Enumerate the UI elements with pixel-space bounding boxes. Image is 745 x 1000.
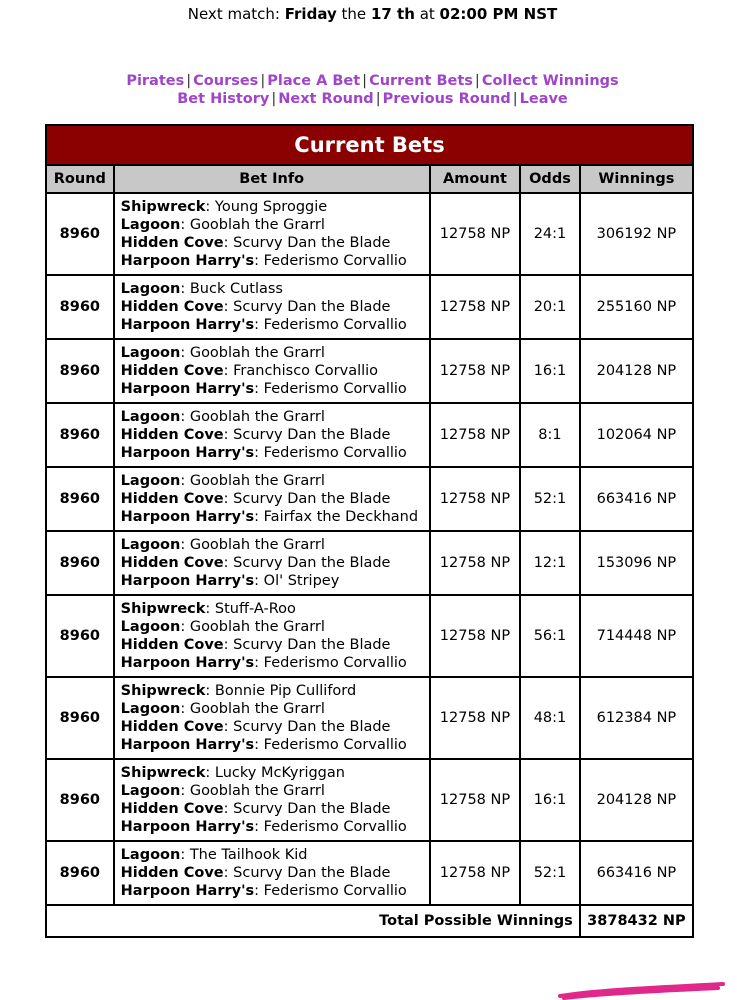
winnings-cell: 102064 NP: [580, 403, 693, 467]
winnings-cell: 153096 NP: [580, 531, 693, 595]
course-name: Lagoon: [120, 281, 181, 297]
course-separator: :: [180, 701, 190, 717]
nav-row-1: [0, 72, 745, 90]
bet-info-line: [121, 800, 423, 818]
course-separator: :: [180, 409, 190, 425]
pirate-name: Gooblah the Grarrl: [189, 783, 325, 799]
course-name: Lagoon: [120, 701, 181, 717]
table-row: [46, 531, 693, 595]
total-row: [46, 905, 693, 937]
course-name: Lagoon: [120, 409, 181, 425]
course-name: Lagoon: [120, 217, 181, 233]
table-row: [46, 339, 693, 403]
nav-separator: |: [186, 73, 192, 89]
course-separator: :: [223, 637, 234, 653]
bet-info-cell: [114, 403, 430, 467]
course-separator: :: [205, 199, 215, 215]
bet-info-cell: [114, 339, 430, 403]
course-separator: :: [205, 683, 215, 699]
pirate-name: Buck Cutlass: [189, 281, 283, 297]
course-separator: :: [254, 509, 264, 525]
pirate-name: Federismo Corvallio: [263, 737, 407, 753]
course-name: Shipwreck: [120, 683, 206, 699]
odds-cell: 20:1: [520, 275, 580, 339]
course-separator: :: [223, 801, 234, 817]
bet-info-line: [121, 718, 423, 736]
bet-info-cell: [114, 531, 430, 595]
next-match-line: [0, 5, 745, 23]
course-name: Hidden Cove: [120, 801, 224, 817]
bet-info-cell: [114, 193, 430, 275]
course-separator: :: [254, 883, 264, 899]
course-separator: :: [254, 317, 264, 333]
course-separator: :: [180, 281, 190, 297]
course-separator: :: [223, 299, 234, 315]
pirate-name: Scurvy Dan the Blade: [233, 299, 391, 315]
course-name: Harpoon Harry's: [120, 253, 255, 269]
bet-info-line: [121, 572, 423, 590]
pirate-name: Scurvy Dan the Blade: [233, 491, 391, 507]
course-name: Harpoon Harry's: [120, 445, 255, 461]
course-separator: :: [254, 819, 264, 835]
current-bets-table: [45, 124, 694, 938]
bet-info-line: [121, 426, 423, 444]
course-name: Hidden Cove: [120, 235, 224, 251]
course-name: Lagoon: [120, 345, 181, 361]
course-separator: :: [223, 363, 234, 379]
course-name: Harpoon Harry's: [120, 737, 255, 753]
bet-info-line: [121, 490, 423, 508]
course-name: Harpoon Harry's: [120, 509, 255, 525]
course-name: Lagoon: [120, 783, 181, 799]
bet-info-line: [121, 636, 423, 654]
pirate-name: Federismo Corvallio: [263, 445, 407, 461]
pirate-name: Federismo Corvallio: [263, 883, 407, 899]
column-header-bet-info: Bet Info: [114, 165, 430, 193]
table-row: [46, 677, 693, 759]
course-name: Lagoon: [120, 537, 181, 553]
course-separator: :: [180, 217, 190, 233]
pirate-name: Scurvy Dan the Blade: [233, 865, 391, 881]
course-name: Hidden Cove: [120, 427, 224, 443]
bet-info-line: [121, 846, 423, 864]
course-name: Harpoon Harry's: [120, 819, 255, 835]
round-cell: 8960: [46, 841, 114, 905]
pirate-name: Young Sproggie: [214, 199, 328, 215]
course-separator: :: [180, 345, 190, 361]
nav-link-place-a-bet[interactable]: Place A Bet: [267, 73, 361, 89]
bet-info-line: [121, 408, 423, 426]
pirate-name: Scurvy Dan the Blade: [233, 427, 391, 443]
course-name: Lagoon: [120, 473, 181, 489]
bet-info-line: [121, 252, 423, 270]
amount-cell: 12758 NP: [430, 275, 520, 339]
course-separator: :: [254, 253, 264, 269]
course-separator: :: [223, 491, 234, 507]
amount-cell: 12758 NP: [430, 339, 520, 403]
amount-cell: 12758 NP: [430, 841, 520, 905]
odds-cell: 48:1: [520, 677, 580, 759]
nav-separator: |: [362, 73, 368, 89]
bet-info-line: [121, 298, 423, 316]
course-name: Harpoon Harry's: [120, 317, 255, 333]
nav-link-next-round[interactable]: Next Round: [278, 91, 374, 107]
odds-cell: 24:1: [520, 193, 580, 275]
course-separator: :: [223, 235, 234, 251]
nav-separator: |: [512, 91, 518, 107]
odds-cell: 8:1: [520, 403, 580, 467]
course-separator: :: [254, 445, 264, 461]
pirate-name: Gooblah the Grarrl: [189, 619, 325, 635]
pirate-name: Federismo Corvallio: [263, 819, 407, 835]
nav-link-current-bets[interactable]: Current Bets: [369, 73, 473, 89]
pirate-name: Fairfax the Deckhand: [263, 509, 419, 525]
course-name: Shipwreck: [120, 601, 206, 617]
bet-info-cell: [114, 841, 430, 905]
pirate-name: Gooblah the Grarrl: [189, 473, 325, 489]
course-separator: :: [205, 765, 215, 781]
bet-info-line: [121, 600, 423, 618]
course-separator: :: [223, 555, 234, 571]
bet-info-line: [121, 782, 423, 800]
odds-cell: 52:1: [520, 467, 580, 531]
bet-info-line: [121, 700, 423, 718]
table-title: Current Bets: [46, 125, 693, 165]
pirate-name: Ol' Stripey: [263, 573, 340, 589]
amount-cell: 12758 NP: [430, 759, 520, 841]
course-name: Lagoon: [120, 619, 181, 635]
table-row: [46, 595, 693, 677]
odds-cell: 56:1: [520, 595, 580, 677]
course-separator: :: [254, 737, 264, 753]
pirate-name: Gooblah the Grarrl: [189, 409, 325, 425]
pirate-name: Gooblah the Grarrl: [189, 537, 325, 553]
course-name: Harpoon Harry's: [120, 573, 255, 589]
pirate-name: Stuff-A-Roo: [214, 601, 296, 617]
course-separator: :: [180, 537, 190, 553]
odds-cell: 16:1: [520, 339, 580, 403]
bet-info-line: [121, 654, 423, 672]
winnings-cell: 714448 NP: [580, 595, 693, 677]
course-separator: :: [223, 865, 234, 881]
pirate-name: Lucky McKyriggan: [214, 765, 345, 781]
pirate-name: Scurvy Dan the Blade: [233, 801, 391, 817]
nav-link-pirates[interactable]: Pirates: [126, 73, 185, 89]
pirate-name: Scurvy Dan the Blade: [233, 719, 391, 735]
winnings-cell: 204128 NP: [580, 759, 693, 841]
total-value: 3878432 NP: [580, 905, 693, 937]
table-row: [46, 759, 693, 841]
next-match-time: 02:00 PM NST: [439, 5, 558, 23]
table-row: [46, 193, 693, 275]
bet-info-line: [121, 234, 423, 252]
round-cell: 8960: [46, 467, 114, 531]
bet-info-cell: [114, 467, 430, 531]
pirate-name: Scurvy Dan the Blade: [233, 637, 391, 653]
course-name: Shipwreck: [120, 765, 206, 781]
nav-separator: |: [375, 91, 381, 107]
pirate-name: Federismo Corvallio: [263, 381, 407, 397]
pirate-name: Federismo Corvallio: [263, 317, 407, 333]
column-header-amount: Amount: [430, 165, 520, 193]
course-separator: :: [180, 619, 190, 635]
pirate-name: Scurvy Dan the Blade: [233, 555, 391, 571]
bet-info-line: [121, 198, 423, 216]
amount-cell: 12758 NP: [430, 403, 520, 467]
winnings-cell: 255160 NP: [580, 275, 693, 339]
amount-cell: 12758 NP: [430, 467, 520, 531]
course-name: Hidden Cove: [120, 555, 224, 571]
pirate-name: The Tailhook Kid: [189, 847, 308, 863]
course-name: Harpoon Harry's: [120, 655, 255, 671]
winnings-cell: 663416 NP: [580, 467, 693, 531]
nav-link-collect-winnings[interactable]: Collect Winnings: [481, 73, 619, 89]
table-row: [46, 275, 693, 339]
course-name: Hidden Cove: [120, 719, 224, 735]
table-row: [46, 403, 693, 467]
bet-info-line: [121, 444, 423, 462]
bet-info-line: [121, 508, 423, 526]
course-name: Hidden Cove: [120, 363, 224, 379]
pirate-name: Bonnie Pip Culliford: [214, 683, 357, 699]
bet-info-line: [121, 618, 423, 636]
nav-links: [0, 72, 745, 108]
bet-info-line: [121, 380, 423, 398]
odds-cell: 52:1: [520, 841, 580, 905]
nav-link-previous-round[interactable]: Previous Round: [382, 91, 511, 107]
bet-info-line: [121, 280, 423, 298]
course-separator: :: [254, 381, 264, 397]
course-name: Harpoon Harry's: [120, 883, 255, 899]
course-separator: :: [254, 573, 264, 589]
course-name: Shipwreck: [120, 199, 206, 215]
nav-separator: |: [260, 73, 266, 89]
course-separator: :: [254, 655, 264, 671]
pirate-name: Scurvy Dan the Blade: [233, 235, 391, 251]
round-cell: 8960: [46, 595, 114, 677]
bet-info-cell: [114, 677, 430, 759]
nav-separator: |: [474, 73, 480, 89]
amount-cell: 12758 NP: [430, 193, 520, 275]
bet-info-line: [121, 362, 423, 380]
amount-cell: 12758 NP: [430, 531, 520, 595]
pirate-name: Federismo Corvallio: [263, 655, 407, 671]
winnings-cell: 204128 NP: [580, 339, 693, 403]
table-row: [46, 841, 693, 905]
round-cell: 8960: [46, 193, 114, 275]
next-match-the: the: [341, 5, 367, 23]
course-separator: :: [180, 847, 190, 863]
next-match-prefix: Next match:: [187, 5, 280, 23]
bet-info-line: [121, 882, 423, 900]
next-match-date: 17 th: [370, 5, 415, 23]
course-separator: :: [223, 427, 234, 443]
column-header-winnings: Winnings: [580, 165, 693, 193]
round-cell: 8960: [46, 275, 114, 339]
round-cell: 8960: [46, 531, 114, 595]
bet-info-line: [121, 682, 423, 700]
pirate-name: Franchisco Corvallio: [233, 363, 379, 379]
round-cell: 8960: [46, 403, 114, 467]
bet-info-line: [121, 554, 423, 572]
bet-info-line: [121, 764, 423, 782]
nav-link-courses[interactable]: Courses: [193, 73, 259, 89]
bet-info-line: [121, 472, 423, 490]
pirate-name: Gooblah the Grarrl: [189, 701, 325, 717]
odds-cell: 16:1: [520, 759, 580, 841]
total-label: Total Possible Winnings: [46, 905, 580, 937]
bet-rows: [46, 193, 693, 905]
course-name: Harpoon Harry's: [120, 381, 255, 397]
winnings-cell: 306192 NP: [580, 193, 693, 275]
amount-cell: 12758 NP: [430, 677, 520, 759]
pirate-name: Gooblah the Grarrl: [189, 217, 325, 233]
course-separator: :: [180, 473, 190, 489]
bet-info-cell: [114, 595, 430, 677]
winnings-cell: 663416 NP: [580, 841, 693, 905]
bet-info-cell: [114, 275, 430, 339]
odds-cell: 12:1: [520, 531, 580, 595]
bet-info-line: [121, 316, 423, 334]
table-row: [46, 467, 693, 531]
course-name: Hidden Cove: [120, 299, 224, 315]
winnings-cell: 612384 NP: [580, 677, 693, 759]
round-cell: 8960: [46, 677, 114, 759]
bet-info-line: [121, 344, 423, 362]
bet-info-cell: [114, 759, 430, 841]
nav-row-2: [0, 90, 745, 108]
course-separator: :: [205, 601, 215, 617]
bet-info-line: [121, 536, 423, 554]
bet-info-line: [121, 864, 423, 882]
nav-link-leave[interactable]: Leave: [519, 91, 568, 107]
bet-info-line: [121, 818, 423, 836]
round-cell: 8960: [46, 759, 114, 841]
next-match-day: Friday: [284, 5, 337, 23]
course-name: Hidden Cove: [120, 865, 224, 881]
course-separator: :: [223, 719, 234, 735]
bet-info-line: [121, 736, 423, 754]
column-header-odds: Odds: [520, 165, 580, 193]
course-name: Hidden Cove: [120, 637, 224, 653]
bet-info-line: [121, 216, 423, 234]
column-header-round: Round: [46, 165, 114, 193]
next-match-at: at: [419, 5, 435, 23]
nav-link-bet-history[interactable]: Bet History: [177, 91, 270, 107]
amount-cell: 12758 NP: [430, 595, 520, 677]
nav-separator: |: [271, 91, 277, 107]
course-separator: :: [180, 783, 190, 799]
pirate-name: Federismo Corvallio: [263, 253, 407, 269]
course-name: Lagoon: [120, 847, 181, 863]
pirate-name: Gooblah the Grarrl: [189, 345, 325, 361]
round-cell: 8960: [46, 339, 114, 403]
course-name: Hidden Cove: [120, 491, 224, 507]
pink-scribble-mark: [558, 980, 728, 1000]
